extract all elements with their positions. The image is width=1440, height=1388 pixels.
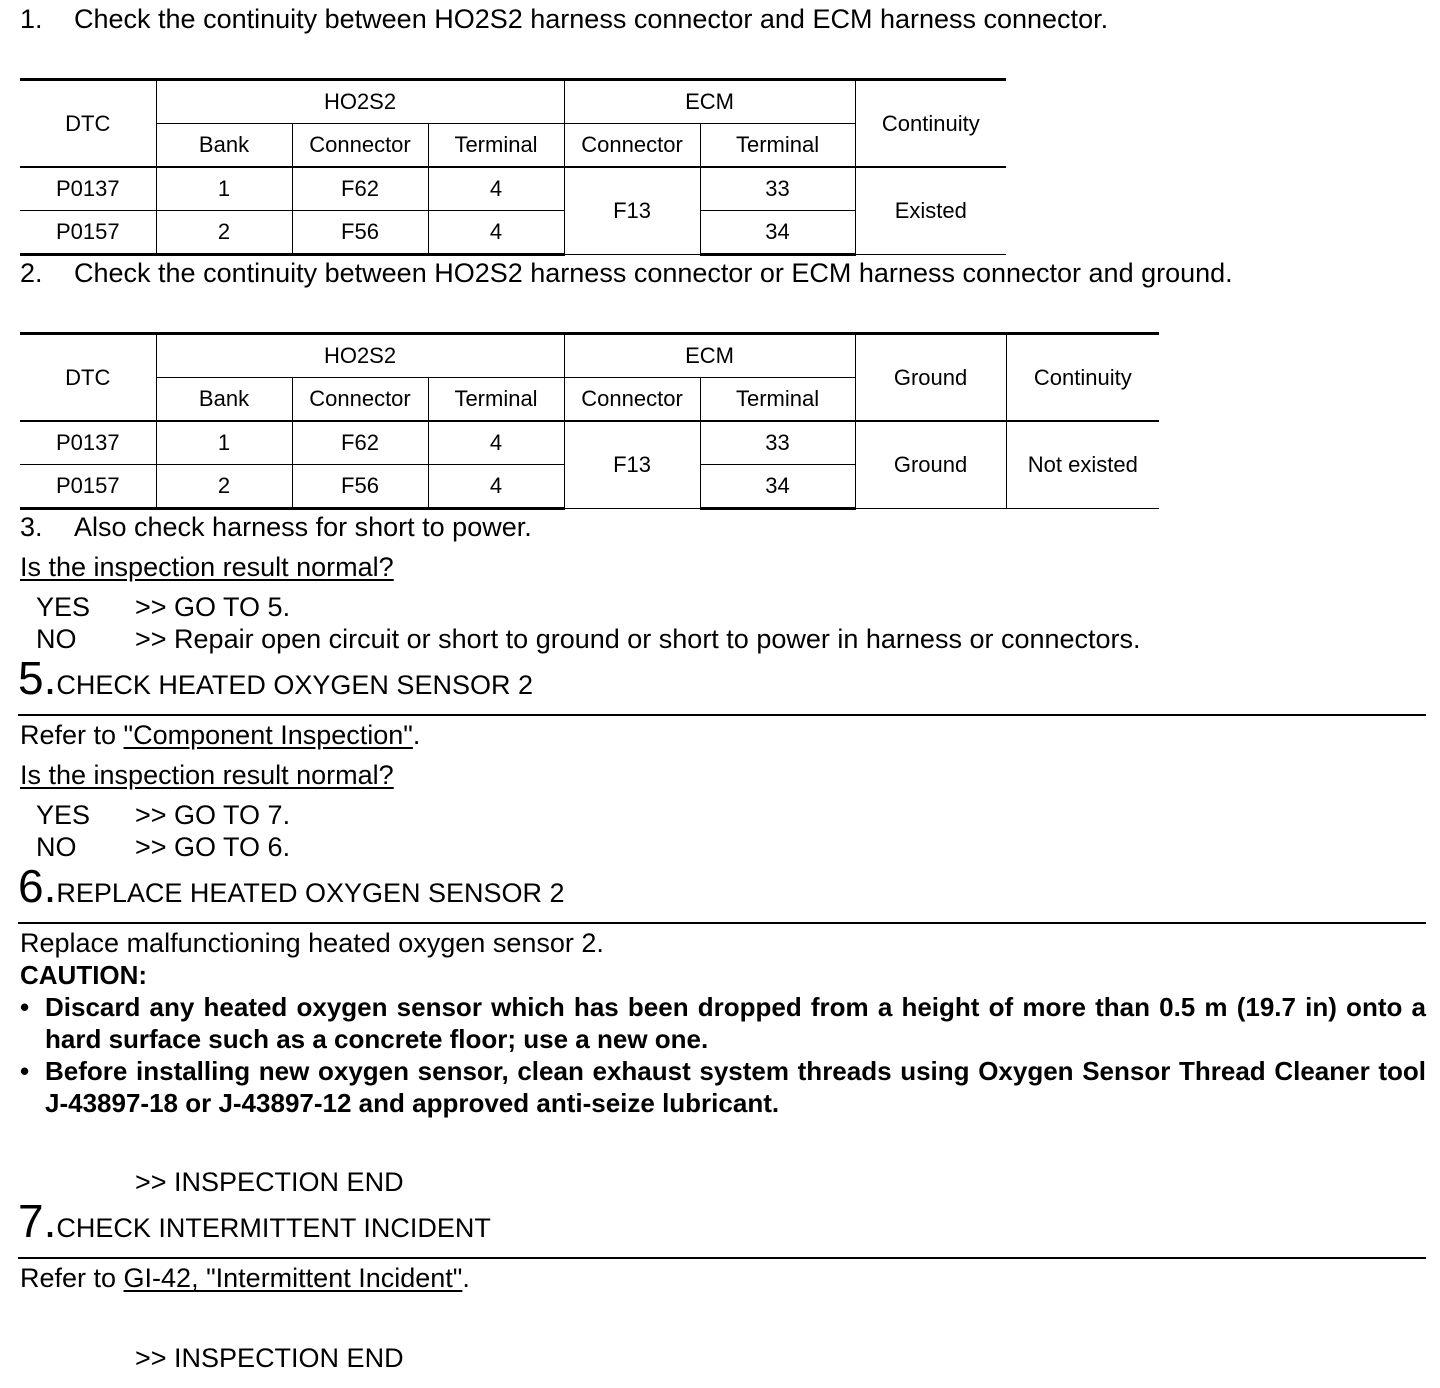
t1-dtc: P0157: [20, 211, 156, 255]
t1-ecm-terminal: 33: [700, 167, 855, 211]
step5-refer: [20, 719, 420, 751]
t1-connector: F62: [292, 167, 428, 211]
no-label: NO: [36, 832, 77, 862]
check1-line: [20, 3, 1108, 35]
step6-title: REPLACE HEATED OXYGEN SENSOR 2: [56, 878, 565, 908]
yes-action: >> GO TO 7.: [135, 800, 291, 830]
t2-header-ecm: ECM: [564, 334, 855, 378]
refer-suffix: .: [462, 1263, 470, 1293]
caution-bullet-2: [20, 1055, 1426, 1119]
t1-header-continuity: Continuity: [855, 80, 1006, 168]
continuity-table-2: [20, 332, 1159, 510]
check3-line: [20, 511, 532, 543]
inspection-question-5[interactable]: Is the inspection result normal?: [20, 760, 394, 790]
t2-ground: Ground: [855, 421, 1006, 509]
t2-header-bank: Bank: [156, 378, 292, 422]
caution-text-2: Before installing new oxygen sensor, clean exhaust system threads using Oxygen Sensor Thread Cleaner tool J-43897-18 or J-43897-12 and approved anti-seize lubricant.: [45, 1056, 1426, 1118]
step7-refer: [20, 1262, 470, 1294]
bullet-dot: •: [20, 1056, 30, 1086]
t1-ecm-connector: F13: [564, 167, 700, 255]
check2-line: [20, 257, 1233, 289]
step5-divider: [18, 714, 1426, 716]
t2-ecm-terminal: 33: [700, 421, 855, 465]
t1-header-dtc: DTC: [20, 80, 156, 168]
t1-header-bank: Bank: [156, 124, 292, 168]
inspection-question-4[interactable]: Is the inspection result normal?: [20, 552, 394, 582]
t2-ecm-terminal: 34: [700, 465, 855, 509]
t1-continuity: Existed: [855, 167, 1006, 255]
answer-yes-5: [0, 799, 1440, 831]
intermittent-incident-link[interactable]: GI-42, "Intermittent Incident": [123, 1263, 463, 1293]
step6-divider: [18, 922, 1426, 924]
t2-bank: 1: [156, 421, 292, 465]
t2-header-continuity: Continuity: [1006, 334, 1159, 422]
t2-continuity: Not existed: [1006, 421, 1159, 509]
step7-end: >> INSPECTION END: [135, 1343, 404, 1373]
t1-header-ho2s2: HO2S2: [156, 80, 564, 124]
t2-connector: F56: [292, 465, 428, 509]
t2-ecm-connector: F13: [564, 421, 700, 509]
t2-header-dtc: DTC: [20, 334, 156, 422]
t2-dtc: P0157: [20, 465, 156, 509]
bullet-dot: •: [20, 992, 30, 1022]
t1-bank: 1: [156, 167, 292, 211]
answer-yes-4: [0, 591, 1440, 623]
answer-no-5: [0, 831, 1440, 863]
table-row: [20, 421, 1159, 465]
t2-header-connector: Connector: [292, 378, 428, 422]
check2-text: Check the continuity between HO2S2 harness connector or ECM harness connector and ground.: [74, 258, 1233, 288]
t2-terminal: 4: [428, 421, 564, 465]
table-row: [20, 167, 1006, 211]
step6-number: 6.: [18, 860, 57, 912]
check3-number: 3.: [20, 512, 43, 542]
refer-prefix: Refer to: [20, 1263, 124, 1293]
t1-header-terminal: Terminal: [428, 124, 564, 168]
t2-terminal: 4: [428, 465, 564, 509]
refer-suffix: .: [412, 720, 421, 750]
no-action: >> GO TO 6.: [135, 832, 291, 862]
t1-ecm-terminal: 34: [700, 211, 855, 255]
refer-prefix: Refer to: [20, 720, 124, 750]
step6-heading: [18, 860, 565, 912]
caution-bullet-1: [20, 991, 1426, 1055]
check3-text: Also check harness for short to power.: [74, 512, 532, 542]
t1-header-ecm-connector: Connector: [564, 124, 700, 168]
no-label: NO: [36, 624, 77, 654]
t1-dtc: P0137: [20, 167, 156, 211]
component-inspection-link[interactable]: "Component Inspection": [123, 720, 413, 750]
yes-label: YES: [36, 592, 91, 622]
step7-heading: [18, 1195, 491, 1247]
t1-header-connector: Connector: [292, 124, 428, 168]
t2-header-ho2s2: HO2S2: [156, 334, 564, 378]
caution-text-1: Discard any heated oxygen sensor which has been dropped from a height of more than 0.5 m (19.7 in) onto a hard surface such as a concrete floor; use a new one.: [45, 992, 1426, 1054]
continuity-table-1: [20, 78, 1006, 256]
t2-header-ecm-connector: Connector: [564, 378, 700, 422]
t2-bank: 2: [156, 465, 292, 509]
t2-header-terminal: Terminal: [428, 378, 564, 422]
step5-title: CHECK HEATED OXYGEN SENSOR 2: [56, 670, 533, 700]
t1-header-ecm-terminal: Terminal: [700, 124, 855, 168]
t1-header-ecm: ECM: [564, 80, 855, 124]
step6-body: Replace malfunctioning heated oxygen sensor 2.: [20, 928, 604, 958]
no-action: >> Repair open circuit or short to ground or short to power in harness or connectors.: [135, 624, 1141, 654]
t2-dtc: P0137: [20, 421, 156, 465]
step7-divider: [18, 1257, 1426, 1259]
t2-header-ecm-terminal: Terminal: [700, 378, 855, 422]
t1-bank: 2: [156, 211, 292, 255]
check1-text: Check the continuity between HO2S2 harness connector and ECM harness connector.: [74, 4, 1109, 34]
check2-number: 2.: [20, 258, 43, 288]
step7-number: 7.: [18, 1195, 57, 1247]
t1-terminal: 4: [428, 211, 564, 255]
step5-number: 5.: [18, 652, 57, 704]
step6-end: >> INSPECTION END: [135, 1167, 404, 1197]
t1-connector: F56: [292, 211, 428, 255]
t1-terminal: 4: [428, 167, 564, 211]
caution-label: CAUTION:: [20, 960, 148, 990]
yes-label: YES: [36, 800, 91, 830]
t2-connector: F62: [292, 421, 428, 465]
step5-heading: [18, 652, 533, 704]
t2-header-ground: Ground: [855, 334, 1006, 422]
answer-no-4: [0, 623, 1440, 655]
check1-number: 1.: [20, 4, 43, 34]
step7-title: CHECK INTERMITTENT INCIDENT: [56, 1213, 491, 1243]
yes-action: >> GO TO 5.: [135, 592, 291, 622]
